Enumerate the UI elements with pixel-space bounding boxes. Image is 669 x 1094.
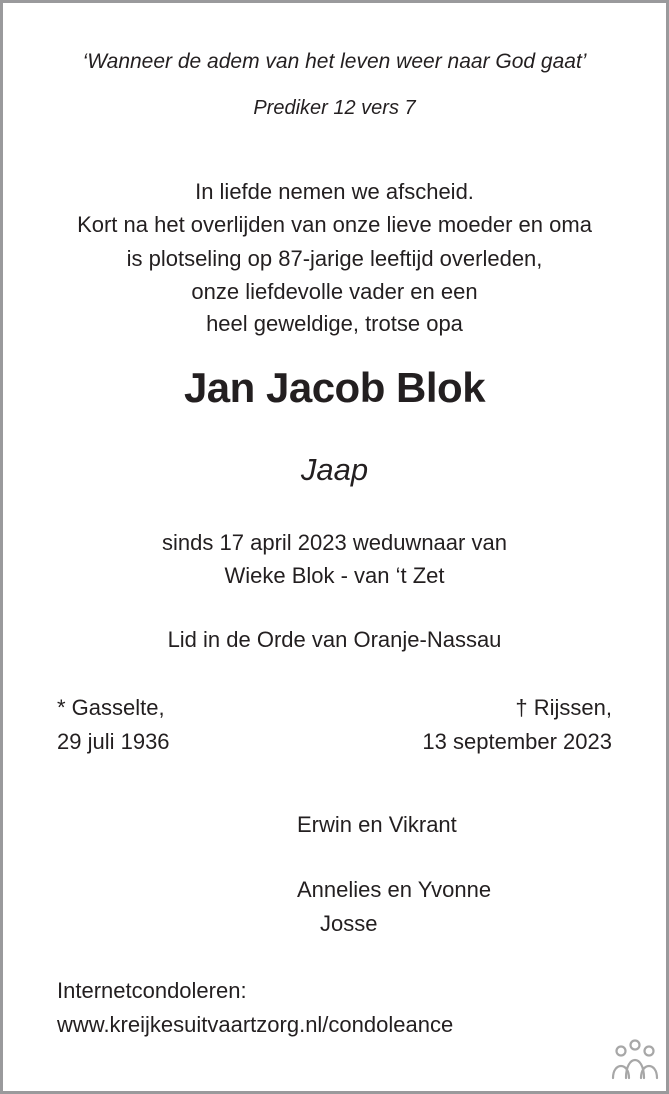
birth-place: * Gasselte, [57,695,165,720]
death-place: † Rijssen, [515,695,612,720]
intro-line: heel geweldige, trotse opa [206,311,463,336]
nickname: Jaap [300,452,369,487]
honour: Lid in de Orde van Oranje-Nassau [167,627,502,652]
intro-line: Kort na het overlijden van onze lieve moeder en oma [77,212,592,237]
condolence-label: Internetcondoleren: [57,978,247,1003]
quote-source: Prediker 12 vers 7 [253,97,416,119]
intro-line: onze liefdevolle vader en een [191,279,478,304]
death-date: 13 september 2023 [422,729,612,754]
widower-line: Wieke Blok - van ‘t Zet [224,563,445,588]
birth-date: 29 juli 1936 [57,729,170,754]
family-member: Josse [320,911,378,936]
intro-line: In liefde nemen we afscheid. [195,179,474,204]
family-member: Annelies en Yvonne [297,877,492,902]
intro-line: is plotseling op 87-jarige leeftijd overleden, [126,246,543,271]
widower-line: sinds 17 april 2023 weduwnaar van [162,530,507,555]
people-group-icon [610,1038,660,1082]
quote: ‘Wanneer de adem van het leven weer naar God gaat’ [82,50,587,73]
condolence-url[interactable]: www.kreijkesuitvaartzorg.nl/condoleance [57,1012,454,1037]
deceased-name: Jan Jacob Blok [183,364,486,411]
family-member: Erwin en Vikrant [297,812,457,837]
